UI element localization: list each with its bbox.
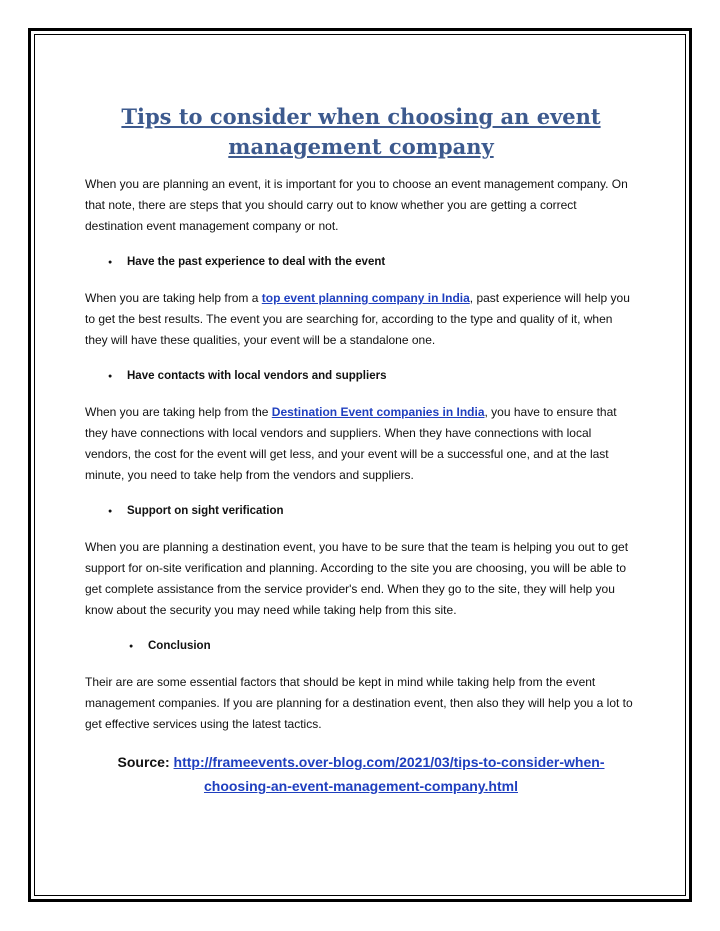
paragraph-text: , you have to ensure that they have connections with local vendors and suppliers. When they have connections with local vendors, the cost for the event will get less, and your event will be a successful one, and at the last minute, you need to take help from the vendors and suppliers. (85, 405, 617, 482)
top-event-planning-link[interactable]: top event planning company in India (261, 291, 470, 305)
paragraph-conclusion: Their are are some essential factors that should be kept in mind while taking help from the event management companies. If you are planning for a destination event, then also they will help you a lot to get effective services using the latest tactics. (85, 675, 633, 731)
section-heading-experience: ● Have the past experience to deal with the event (85, 252, 637, 273)
paragraph-text: When you are taking help from a (85, 291, 262, 305)
paragraph-vendors (85, 402, 637, 486)
document-title: Tips to consider when choosing an event management company (121, 104, 601, 159)
section-heading-conclusion: ● Conclusion (85, 636, 637, 657)
document-body (85, 102, 637, 798)
section-heading-list (85, 366, 637, 387)
section-heading-verification: ● Support on sight verification (85, 501, 637, 522)
paragraph-experience (85, 288, 637, 351)
section-heading-list (85, 501, 637, 522)
source-line (85, 750, 637, 798)
source-label: Source: (117, 754, 174, 770)
section-heading-list (85, 636, 637, 657)
section-heading-vendors: ● Have contacts with local vendors and suppliers (85, 366, 637, 387)
destination-event-link[interactable]: Destination Event companies in India (271, 405, 485, 419)
source-link[interactable]: http://frameevents.over-blog.com/2021/03/tips-to-consider-when-choosing-an-event-management-company.html (173, 754, 605, 794)
paragraph-text: When you are taking help from the (85, 405, 272, 419)
intro-paragraph: When you are planning an event, it is important for you to choose an event management company. On that note, there are steps that you should carry out to know whether you are getting a correct destination event management company or not. (85, 177, 628, 233)
paragraph-verification: When you are planning a destination event, you have to be sure that the team is helping you out to get support for on-site verification and planning. According to the site you are choosing, you will be able to get complete assistance from the service provider's end. When they go to the site, they will help you know about the security you may need while taking help from this site. (85, 540, 629, 617)
section-heading-list (85, 252, 637, 273)
paragraph-text: , past experience will help you to get the best results. The event you are searching for, according to the type and quality of it, when they will have these qualities, your event will be a standalone one. (85, 291, 630, 347)
